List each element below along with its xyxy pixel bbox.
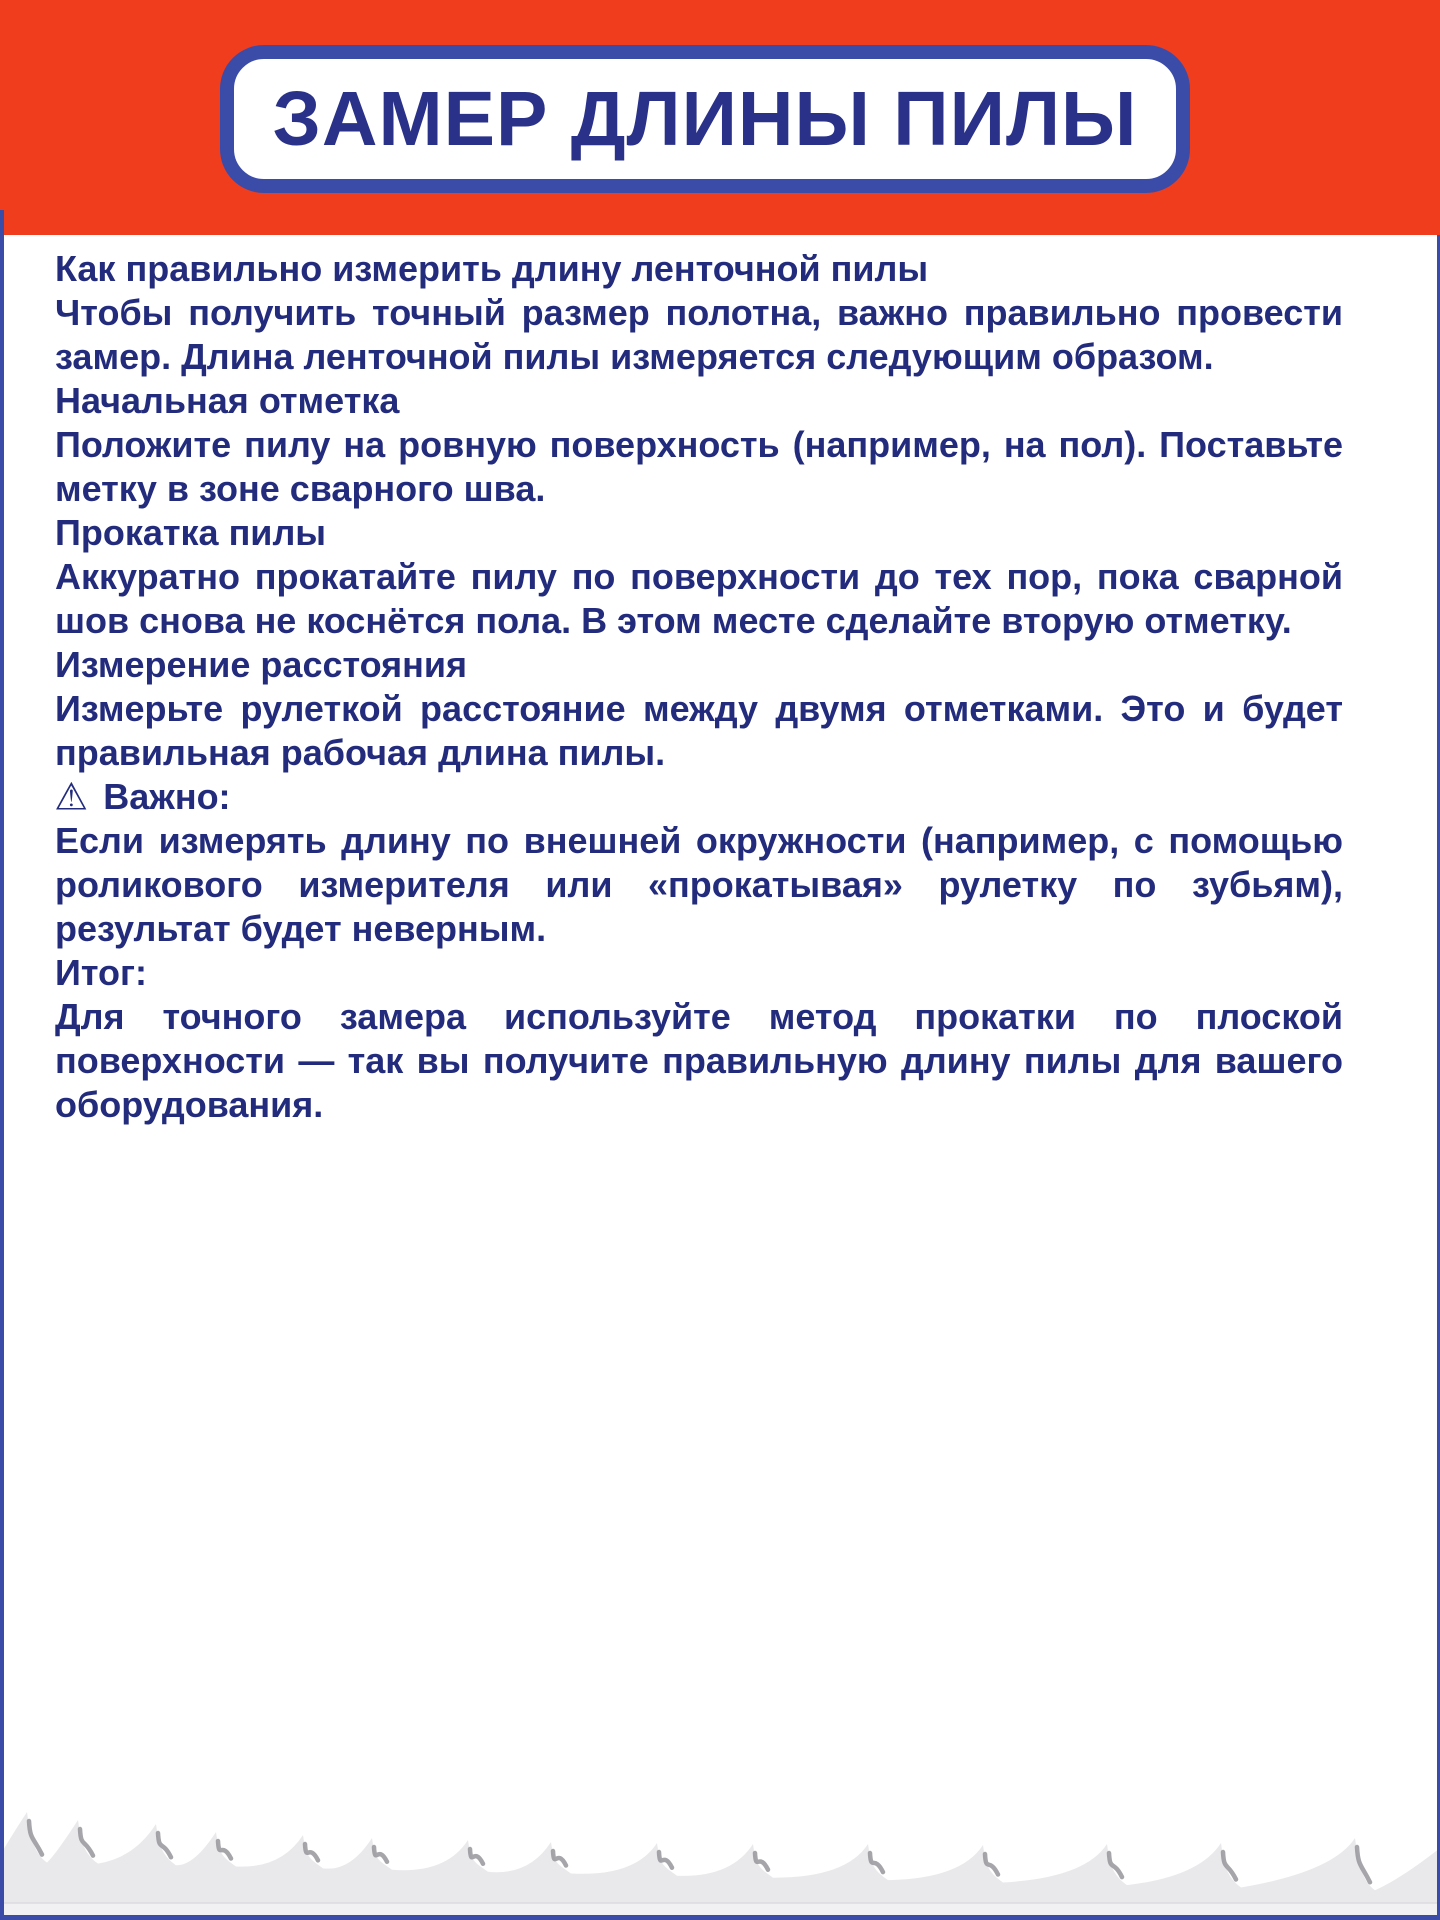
- paragraph: Начальная отметка: [55, 380, 400, 421]
- paragraph: Положите пилу на ровную поверхность (например, на пол). Поставьте метку в зоне сварного шва.: [55, 424, 1343, 509]
- paragraph: Измерение расстояния: [55, 644, 468, 685]
- paragraph: Измерьте рулеткой расстояние между двумя отметками. Это и будет правильная рабочая длина пилы.: [55, 688, 1343, 773]
- paragraph: ⚠ Важно:: [55, 775, 1343, 819]
- page-title: ЗАМЕР ДЛИНЫ ПИЛЫ: [272, 75, 1138, 162]
- paragraph: Аккуратно прокатайте пилу по поверхности до тех пор, пока сварной шов снова не коснётся пола. В этом месте сделайте вторую отметку.: [55, 556, 1343, 641]
- warning-icon: ⚠: [54, 774, 89, 818]
- paragraph: Как правильно измерить длину ленточной пилы: [55, 248, 929, 289]
- paragraph: Для точного замера используйте метод прокатки по плоской поверхности — так вы получите правильную длину пилы для вашего оборудования.: [55, 996, 1343, 1125]
- title-plaque: [220, 45, 1190, 193]
- paragraph: Чтобы получить точный размер полотна, важно правильно провести замер. Длина ленточной пилы измеряется следующим образом.: [55, 292, 1343, 377]
- page-border-left: [0, 210, 4, 1920]
- article-body: [55, 247, 1343, 1127]
- paragraph: Прокатка пилы: [55, 512, 327, 553]
- saw-blade-illustration: [0, 1720, 1440, 1920]
- page-border-bottom: [0, 1915, 1440, 1920]
- header-band: [0, 0, 1440, 235]
- paragraph: Итог:: [55, 952, 148, 993]
- paragraph: Если измерять длину по внешней окружности (например, с помощью роликового измерителя или «прокатывая» рулетку по зубьям), результат будет неверным.: [55, 820, 1343, 949]
